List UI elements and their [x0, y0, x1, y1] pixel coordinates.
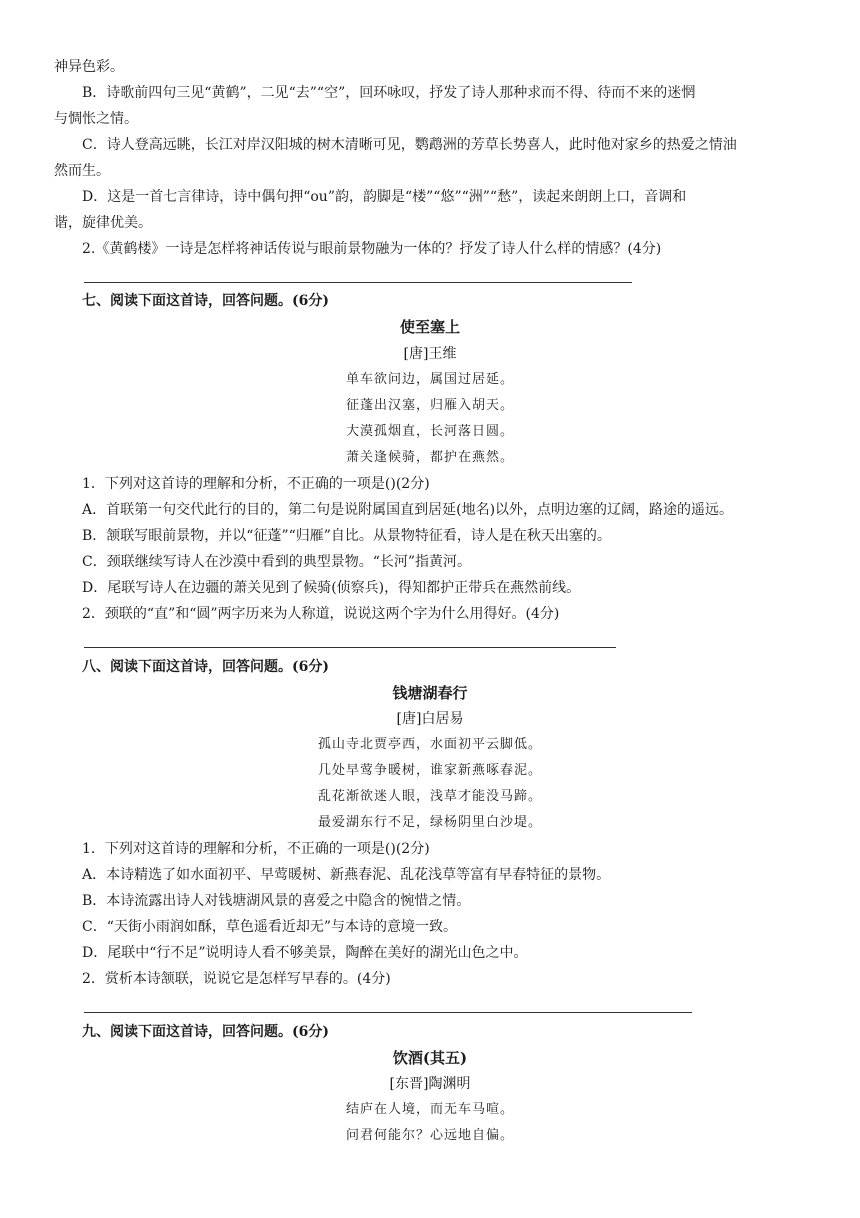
option-c: C．颈联继续写诗人在沙漠中看到的典型景物。“长河”指黄河。 — [82, 554, 472, 570]
answer-line[interactable] — [84, 282, 632, 283]
option-b: B．颔联写眼前景物，并以“征蓬”“归雁”自比。从景物特征看，诗人是在秋天出塞的。 — [82, 528, 611, 544]
option-a: A．首联第一句交代此行的目的，第二句是说附属国直到居延(地名)以外，点明边塞的辽阔，路途的遥远。 — [82, 502, 734, 518]
poem-line: 结庐在人境，而无车马喧。 — [345, 1102, 514, 1117]
prev-option-b-line2: 与惆怅之情。 — [54, 111, 138, 127]
poem-line: 乱花渐欲迷人眼，浅草才能没马蹄。 — [317, 789, 542, 804]
poem-author: [唐]王维 — [403, 346, 457, 362]
section-8-heading: 八、阅读下面这首诗，回答问题。(6分) — [82, 659, 329, 675]
poem-title: 使至塞上 — [399, 318, 460, 336]
poem-line: 萧关逢候骑，都护在燕然。 — [345, 450, 514, 465]
poem-line: 单车欲问边，属国过居延。 — [345, 372, 514, 387]
prev-option-c-line2: 然而生。 — [54, 163, 110, 179]
option-b: B．本诗流露出诗人对钱塘湖风景的喜爱之中隐含的惋惜之情。 — [82, 893, 471, 909]
poem-title: 饮酒(其五) — [392, 1049, 468, 1067]
prev-line-tail: 神异色彩。 — [54, 59, 124, 75]
prev-option-d-line2: 谐，旋律优美。 — [54, 215, 152, 231]
prev-option-c-line1: C．诗人登高远眺，长江对岸汉阳城的树木清晰可见，鹦鹉洲的芳草长势喜人，此时他对家乡的热爱之情油 — [82, 137, 737, 153]
option-d: D．尾联写诗人在边疆的萧关见到了候骑(侦察兵)，得知都护正带兵在燕然前线。 — [82, 580, 581, 596]
answer-line[interactable] — [84, 1012, 692, 1013]
prev-question-2: 2.《黄鹤楼》一诗是怎样将神话传说与眼前景物融为一体的？抒发了诗人什么样的情感？(4分) — [82, 241, 662, 257]
section-7-heading: 七、阅读下面这首诗，回答问题。(6分) — [82, 293, 329, 309]
option-d: D．尾联中“行不足”说明诗人看不够美景，陶醉在美好的湖光山色之中。 — [82, 945, 528, 961]
prev-option-d-line1: D．这是一首七言律诗，诗中偶句押“ou”韵，韵脚是“楼”“悠”“洲”“愁”，读起来朗朗上口，音调和 — [82, 189, 687, 205]
poem-title: 钱塘湖春行 — [392, 684, 468, 702]
question-2: 2．颈联的“直”和“圆”两字历来为人称道，说说这两个字为什么用得好。(4分) — [82, 606, 560, 622]
question-2: 2．赏析本诗颔联，说说它是怎样写早春的。(4分) — [82, 971, 391, 987]
prev-option-b-line1: B．诗歌前四句三见“黄鹤”，二见“去”“空”，回环咏叹，抒发了诗人那种求而不得、待而不来的迷惘 — [82, 85, 696, 101]
option-c: C．“天街小雨润如酥，草色遥看近却无”与本诗的意境一致。 — [82, 919, 458, 935]
poem-author: [唐]白居易 — [396, 711, 464, 727]
poem-author: [东晋]陶渊明 — [389, 1076, 471, 1092]
question-1: 1．下列对这首诗的理解和分析，不正确的一项是()(2分) — [82, 841, 430, 857]
question-1: 1．下列对这首诗的理解和分析，不正确的一项是()(2分) — [82, 476, 430, 492]
poem-line: 最爱湖东行不足，绿杨阴里白沙堤。 — [317, 815, 542, 830]
poem-line: 几处早莺争暖树，谁家新燕啄春泥。 — [317, 763, 542, 778]
poem-line: 问君何能尔？心远地自偏。 — [345, 1128, 514, 1143]
option-a: A．本诗精选了如水面初平、早莺暖树、新燕春泥、乱花浅草等富有早春特征的景物。 — [82, 867, 611, 883]
section-9-heading: 九、阅读下面这首诗，回答问题。(6分) — [82, 1024, 329, 1040]
answer-line[interactable] — [84, 647, 616, 648]
poem-line: 孤山寺北贾亭西，水面初平云脚低。 — [317, 737, 542, 752]
poem-line: 征蓬出汉塞，归雁入胡天。 — [345, 398, 514, 413]
poem-line: 大漠孤烟直，长河落日圆。 — [345, 424, 514, 439]
